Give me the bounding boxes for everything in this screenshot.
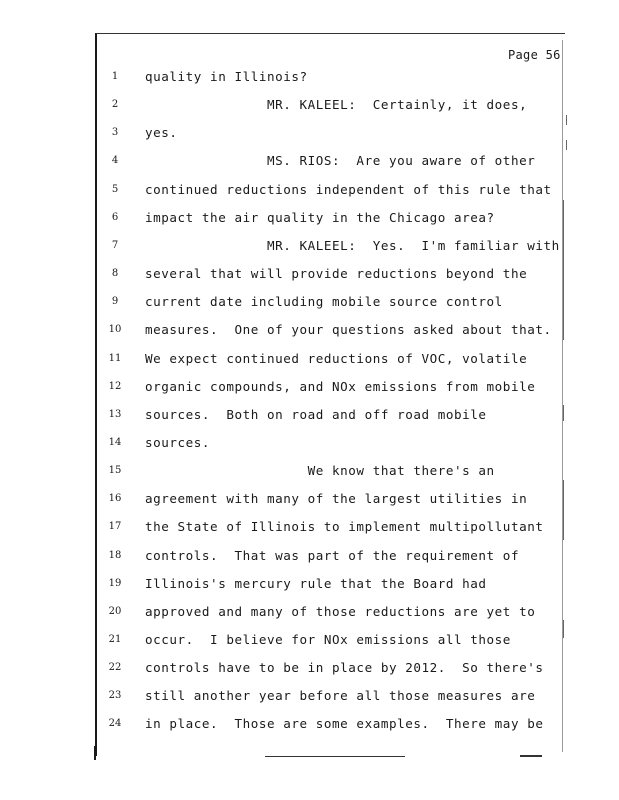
line-number: 15 — [108, 465, 122, 477]
line-number: 9 — [111, 296, 119, 308]
transcript-line — [0, 266, 619, 286]
line-number: 5 — [111, 183, 119, 195]
transcript-line — [0, 548, 619, 568]
line-text: We know that there's an — [145, 463, 495, 479]
line-number: 20 — [108, 605, 122, 617]
line-text: sources. Both on road and off road mobile — [145, 406, 487, 422]
transcript-line — [0, 238, 619, 258]
edge-tick — [563, 200, 564, 340]
edge-tick — [563, 480, 564, 540]
transcript-line — [0, 576, 619, 596]
corner-mark — [94, 746, 96, 760]
transcript-line — [0, 153, 619, 173]
transcript-line — [0, 294, 619, 314]
line-number: 19 — [108, 577, 122, 589]
transcript-line — [0, 632, 619, 652]
transcript-line — [0, 660, 619, 680]
line-number: 12 — [108, 380, 122, 392]
transcript-line — [0, 351, 619, 371]
line-number: 24 — [108, 718, 122, 730]
line-number: 10 — [108, 324, 122, 336]
transcript-line — [0, 688, 619, 708]
line-text: continued reductions independent of this rule that — [145, 181, 552, 197]
transcript-line — [0, 407, 619, 427]
line-text: yes. — [145, 125, 178, 141]
transcript-line — [0, 519, 619, 539]
transcript-line — [0, 97, 619, 117]
line-number: 22 — [108, 662, 122, 674]
edge-tick — [566, 115, 567, 125]
page-number: Page 56 — [508, 48, 561, 62]
transcript-line — [0, 182, 619, 202]
line-number: 21 — [108, 634, 122, 645]
transcript-line — [0, 435, 619, 455]
transcript-line — [0, 379, 619, 399]
line-text: still another year before all those measures are — [145, 688, 536, 704]
line-number: 1 — [111, 71, 119, 82]
line-text: MR. KALEEL: Yes. I'm familiar with — [145, 237, 560, 253]
line-text: agreement with many of the largest utilities in — [145, 491, 528, 507]
transcript-line — [0, 604, 619, 624]
transcript-line — [0, 125, 619, 145]
line-text: controls have to be in place by 2012. So there's — [145, 660, 544, 676]
line-number: 7 — [111, 239, 119, 251]
edge-tick — [563, 405, 564, 421]
line-number: 6 — [111, 211, 119, 223]
line-text: measures. One of your questions asked about that. — [145, 322, 552, 338]
line-text: MS. RIOS: Are you aware of other — [145, 153, 536, 169]
line-number: 13 — [108, 408, 122, 420]
line-text: approved and many of those reductions are yet to — [145, 603, 536, 619]
edge-tick — [563, 620, 564, 638]
edge-tick — [566, 140, 567, 150]
line-number: 4 — [111, 155, 119, 167]
line-text: quality in Illinois? — [145, 69, 308, 84]
line-text: sources. — [145, 434, 211, 450]
line-number: 16 — [108, 493, 122, 505]
line-number: 11 — [108, 352, 122, 364]
transcript-line — [0, 716, 619, 736]
line-text: occur. I believe for NOx emissions all those — [145, 632, 511, 647]
bottom-rule — [265, 756, 405, 757]
transcript-line — [0, 322, 619, 342]
line-number: 3 — [111, 127, 119, 139]
line-text: MR. KALEEL: Certainly, it does, — [145, 97, 528, 113]
line-text: We expect continued reductions of VOC, volatile — [145, 350, 528, 366]
line-text: controls. That was part of the requirement of — [145, 547, 520, 563]
line-text: current date including mobile source control — [145, 294, 503, 310]
bottom-mark — [520, 755, 542, 757]
transcript-line — [0, 210, 619, 230]
line-number: 17 — [108, 521, 122, 533]
transcript-line — [0, 491, 619, 511]
line-number: 2 — [111, 99, 119, 111]
transcript-line — [0, 69, 619, 89]
line-text: Illinois's mercury rule that the Board had — [145, 575, 487, 591]
line-text: in place. Those are some examples. There may be — [145, 716, 544, 732]
line-text: impact the air quality in the Chicago area? — [145, 209, 495, 225]
line-text: the State of Illinois to implement multipollutant — [145, 519, 544, 535]
line-number: 14 — [108, 436, 122, 448]
line-number: 8 — [111, 268, 119, 280]
line-text: organic compounds, and NOx emissions from mobile — [145, 378, 536, 394]
line-number: 23 — [108, 690, 122, 702]
line-number: 18 — [108, 549, 122, 561]
line-text: several that will provide reductions beyond the — [145, 266, 528, 282]
transcript-line — [0, 463, 619, 483]
